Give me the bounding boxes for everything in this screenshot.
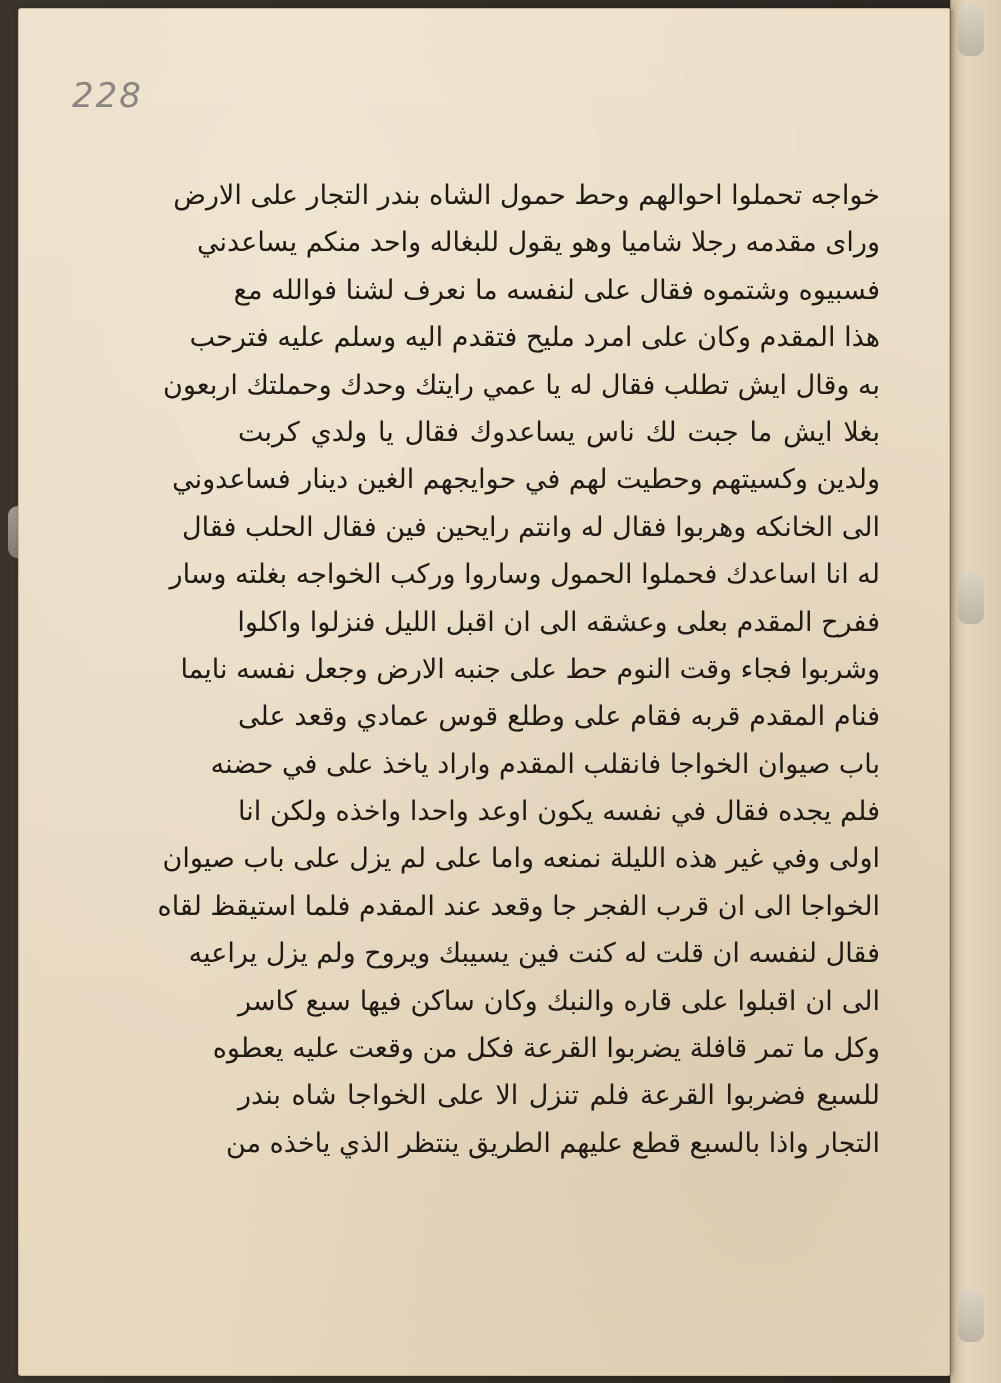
text-line: الى ان اقبلوا على قاره والنبك وكان ساكن فيها سبع كاسر <box>238 985 880 1017</box>
text-line: خواجه تحملوا احوالهم وحط حمول الشاه بندر التجار على الارض <box>173 180 880 211</box>
text-line: به وقال ايش تطلب فقال له يا عمي رايتك وحدك وحملتك اربعون <box>163 369 880 401</box>
adjacent-page-edge <box>950 0 1001 1383</box>
text-line: ففرح المقدم بعلى وعشقه الى ان اقبل الليل فنزلوا واكلوا <box>237 606 880 638</box>
text-line: هذا المقدم وكان على امرد مليح فتقدم اليه وسلم عليه فترحب <box>189 322 880 354</box>
text-line: وكل ما تمر قافلة يضربوا القرعة فكل من وقعت عليه يعطوه <box>212 1033 880 1065</box>
text-line: فقال لنفسه ان قلت له كنت فين يسيبك ويروح ولم يزل يراعيه <box>188 938 880 970</box>
binding-clip <box>958 1290 984 1342</box>
text-line: فنام المقدم قربه فقام على وطلع قوس عمادي وقعد على <box>238 701 880 733</box>
text-line: الخواجا الى ان قرب الفجر جا وقعد عند المقدم فلما استيقظ لقاه <box>157 890 880 922</box>
text-line: له انا اساعدك فحملوا الحمول وساروا وركب الخواجه بغلته وسار <box>169 559 880 591</box>
text-line: للسبع فضربوا القرعة فلم تنزل الا على الخواجا شاه بندر <box>238 1080 880 1112</box>
manuscript-text <box>157 172 880 1167</box>
text-line: فلم يجده فقال في نفسه يكون اوعد واحدا واخذه ولكن انا <box>238 796 880 828</box>
folio-number: 228 <box>72 76 143 116</box>
text-line: الى الخانكه وهربوا فقال له وانتم رايحين فين فقال الحلب فقال <box>182 511 880 543</box>
text-line: باب صيوان الخواجا فانقلب المقدم واراد ياخذ على في حضنه <box>210 748 880 780</box>
text-line: اولى وفي غير هذه الليلة نمنعه واما على لم يزل على باب صيوان <box>162 843 880 875</box>
text-line: وراى مقدمه رجلا شاميا وهو يقول للبغاله واحد منكم يساعدني <box>197 227 880 259</box>
text-line: التجار واذا بالسبع قطع عليهم الطريق ينتظر الذي ياخذه من <box>226 1127 880 1159</box>
text-line: ولدين وكسيتهم وحطيت لهم في حوايجهم الغين دينار فساعدوني <box>172 464 880 496</box>
text-line: فسبيوه وشتموه فقال على لنفسه ما نعرف لشنا فوالله مع <box>233 274 880 306</box>
text-line: بغلا ايش ما جبت لك ناس يساعدوك فقال يا ولدي كربت <box>238 416 880 448</box>
text-line: وشربوا فجاء وقت النوم حط على جنبه الارض وجعل نفسه نايما <box>180 653 880 685</box>
binding-clip <box>958 4 984 56</box>
binding-clip <box>958 572 984 624</box>
